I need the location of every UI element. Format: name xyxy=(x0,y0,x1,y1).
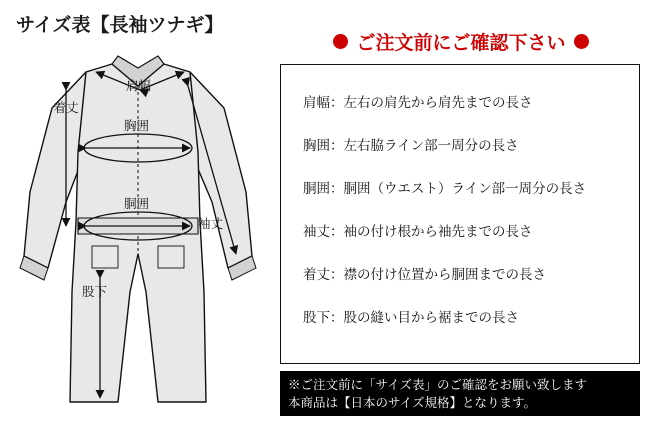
list-item: 袖丈：袖の付け根から袖先までの長さ xyxy=(303,224,533,239)
notice-heading-label: ご注文前にご確認下さい xyxy=(356,32,566,54)
list-item: 肩幅：左右の肩先から肩先までの長さ xyxy=(303,95,533,110)
list-item: 股下：股の縫い目から裾までの長さ xyxy=(303,310,519,325)
page-title: サイズ表【長袖ツナギ】 xyxy=(16,15,224,36)
label-shoulder: 肩幅 xyxy=(126,79,152,93)
label-chest: 胸囲 xyxy=(124,119,150,133)
notice-heading xyxy=(280,24,642,58)
label-sleeve: 袖丈 xyxy=(198,217,224,231)
footer-line-1: ※ご注文前に「サイズ表」のご確認をお願い致します xyxy=(288,378,588,392)
red-dot-icon xyxy=(333,34,348,49)
list-item: 胸囲：左右脇ライン部一周分の長さ xyxy=(303,138,519,153)
label-length: 着丈 xyxy=(53,101,79,115)
red-dot-icon xyxy=(574,34,589,49)
footer-notice-box xyxy=(280,371,640,416)
label-waist: 胴囲 xyxy=(124,197,150,211)
list-item: 胴囲：胴囲（ウエスト）ライン部一周分の長さ xyxy=(303,181,587,196)
list-item: 着丈：襟の付け位置から胴囲までの長さ xyxy=(303,267,546,282)
garment-diagram xyxy=(8,42,276,416)
measurement-list xyxy=(281,65,639,339)
footer-line-2: 本商品は【日本のサイズ規格】となります。 xyxy=(288,396,537,410)
info-panel xyxy=(280,24,642,416)
label-inseam: 股下 xyxy=(82,285,108,299)
measurement-definitions-box xyxy=(280,64,640,364)
